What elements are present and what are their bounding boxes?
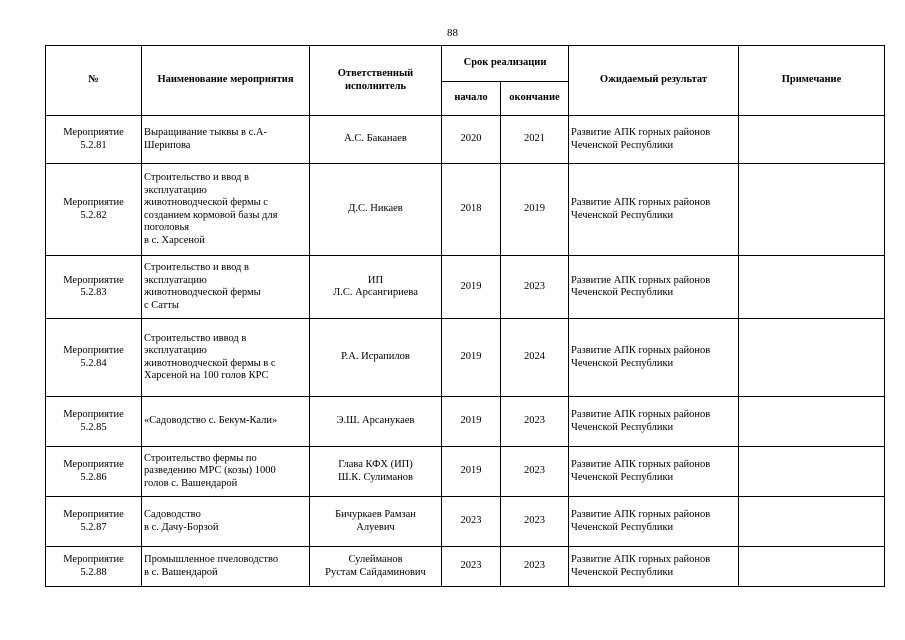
header-num: № — [46, 46, 142, 116]
row-end-year: 2023 — [501, 497, 569, 547]
header-result: Ожидаемый результат — [569, 46, 739, 116]
activities-table — [45, 45, 885, 587]
row-note — [739, 256, 885, 319]
row-responsible: А.С. Баканаев — [310, 116, 442, 164]
row-start-year: 2019 — [442, 256, 501, 319]
row-note — [739, 397, 885, 447]
row-activity-name: Строительство фермы по разведению МРС (козы) 1000 голов с. Вашендарой — [142, 447, 310, 497]
row-activity-name: Строительство и ввод в эксплуатацию животноводческой фермы с Сатты — [142, 256, 310, 319]
table-row — [46, 497, 885, 547]
row-responsible: Р.А. Исрапилов — [310, 319, 442, 397]
row-start-year: 2023 — [442, 547, 501, 587]
row-expected-result: Развитие АПК горных районов Чеченской Республики — [569, 547, 739, 587]
header-responsible: Ответственный исполнитель — [310, 46, 442, 116]
header-name: Наименование мероприятия — [142, 46, 310, 116]
row-responsible: Сулейманов Рустам Сайдаминович — [310, 547, 442, 587]
row-expected-result: Развитие АПК горных районов Чеченской Республики — [569, 164, 739, 256]
row-note — [739, 447, 885, 497]
row-note — [739, 497, 885, 547]
table-row — [46, 397, 885, 447]
row-number: Мероприятие 5.2.81 — [46, 116, 142, 164]
row-activity-name: «Садоводство с. Бекум-Кали» — [142, 397, 310, 447]
row-end-year: 2024 — [501, 319, 569, 397]
row-expected-result: Развитие АПК горных районов Чеченской Республики — [569, 256, 739, 319]
row-note — [739, 116, 885, 164]
row-start-year: 2019 — [442, 319, 501, 397]
row-expected-result: Развитие АПК горных районов Чеченской Республики — [569, 497, 739, 547]
row-number: Мероприятие 5.2.88 — [46, 547, 142, 587]
row-note — [739, 164, 885, 256]
row-end-year: 2019 — [501, 164, 569, 256]
row-responsible: Э.Ш. Арсанукаев — [310, 397, 442, 447]
row-end-year: 2021 — [501, 116, 569, 164]
row-activity-name: Садоводство в с. Дачу-Борзой — [142, 497, 310, 547]
row-activity-name: Промышленное пчеловодство в с. Вашендарой — [142, 547, 310, 587]
row-end-year: 2023 — [501, 397, 569, 447]
header-start: начало — [442, 82, 501, 116]
row-end-year: 2023 — [501, 256, 569, 319]
row-end-year: 2023 — [501, 447, 569, 497]
row-expected-result: Развитие АПК горных районов Чеченской Республики — [569, 397, 739, 447]
row-note — [739, 319, 885, 397]
row-number: Мероприятие 5.2.87 — [46, 497, 142, 547]
row-start-year: 2020 — [442, 116, 501, 164]
row-start-year: 2018 — [442, 164, 501, 256]
row-expected-result: Развитие АПК горных районов Чеченской Республики — [569, 319, 739, 397]
row-number: Мероприятие 5.2.85 — [46, 397, 142, 447]
table-row — [46, 256, 885, 319]
table-row — [46, 116, 885, 164]
row-activity-name: Строительство иввод в эксплуатацию животноводческой фермы в с Харсеной на 100 голов КРС — [142, 319, 310, 397]
header-note: Примечание — [739, 46, 885, 116]
row-expected-result: Развитие АПК горных районов Чеченской Республики — [569, 447, 739, 497]
row-activity-name: Выращивание тыквы в с.А- Шерипова — [142, 116, 310, 164]
row-start-year: 2019 — [442, 447, 501, 497]
row-responsible: Д.С. Никаев — [310, 164, 442, 256]
row-number: Мероприятие 5.2.86 — [46, 447, 142, 497]
page-number: 88 — [447, 27, 458, 39]
row-responsible: ИП Л.С. Арсангириева — [310, 256, 442, 319]
row-number: Мероприятие 5.2.84 — [46, 319, 142, 397]
row-responsible: Глава КФХ (ИП) Ш.К. Сулиманов — [310, 447, 442, 497]
header-end: окончание — [501, 82, 569, 116]
row-start-year: 2019 — [442, 397, 501, 447]
table-row — [46, 319, 885, 397]
row-start-year: 2023 — [442, 497, 501, 547]
row-activity-name: Строительство и ввод в эксплуатацию животноводческой фермы с созданием кормовой базы для поголовья в с. Харсеной — [142, 164, 310, 256]
row-end-year: 2023 — [501, 547, 569, 587]
row-number: Мероприятие 5.2.83 — [46, 256, 142, 319]
row-note — [739, 547, 885, 587]
table-row — [46, 547, 885, 587]
row-responsible: Бичуркаев Рамзан Алуевич — [310, 497, 442, 547]
row-expected-result: Развитие АПК горных районов Чеченской Республики — [569, 116, 739, 164]
table-row — [46, 164, 885, 256]
table-row — [46, 447, 885, 497]
row-number: Мероприятие 5.2.82 — [46, 164, 142, 256]
header-period: Срок реализации — [442, 46, 569, 82]
